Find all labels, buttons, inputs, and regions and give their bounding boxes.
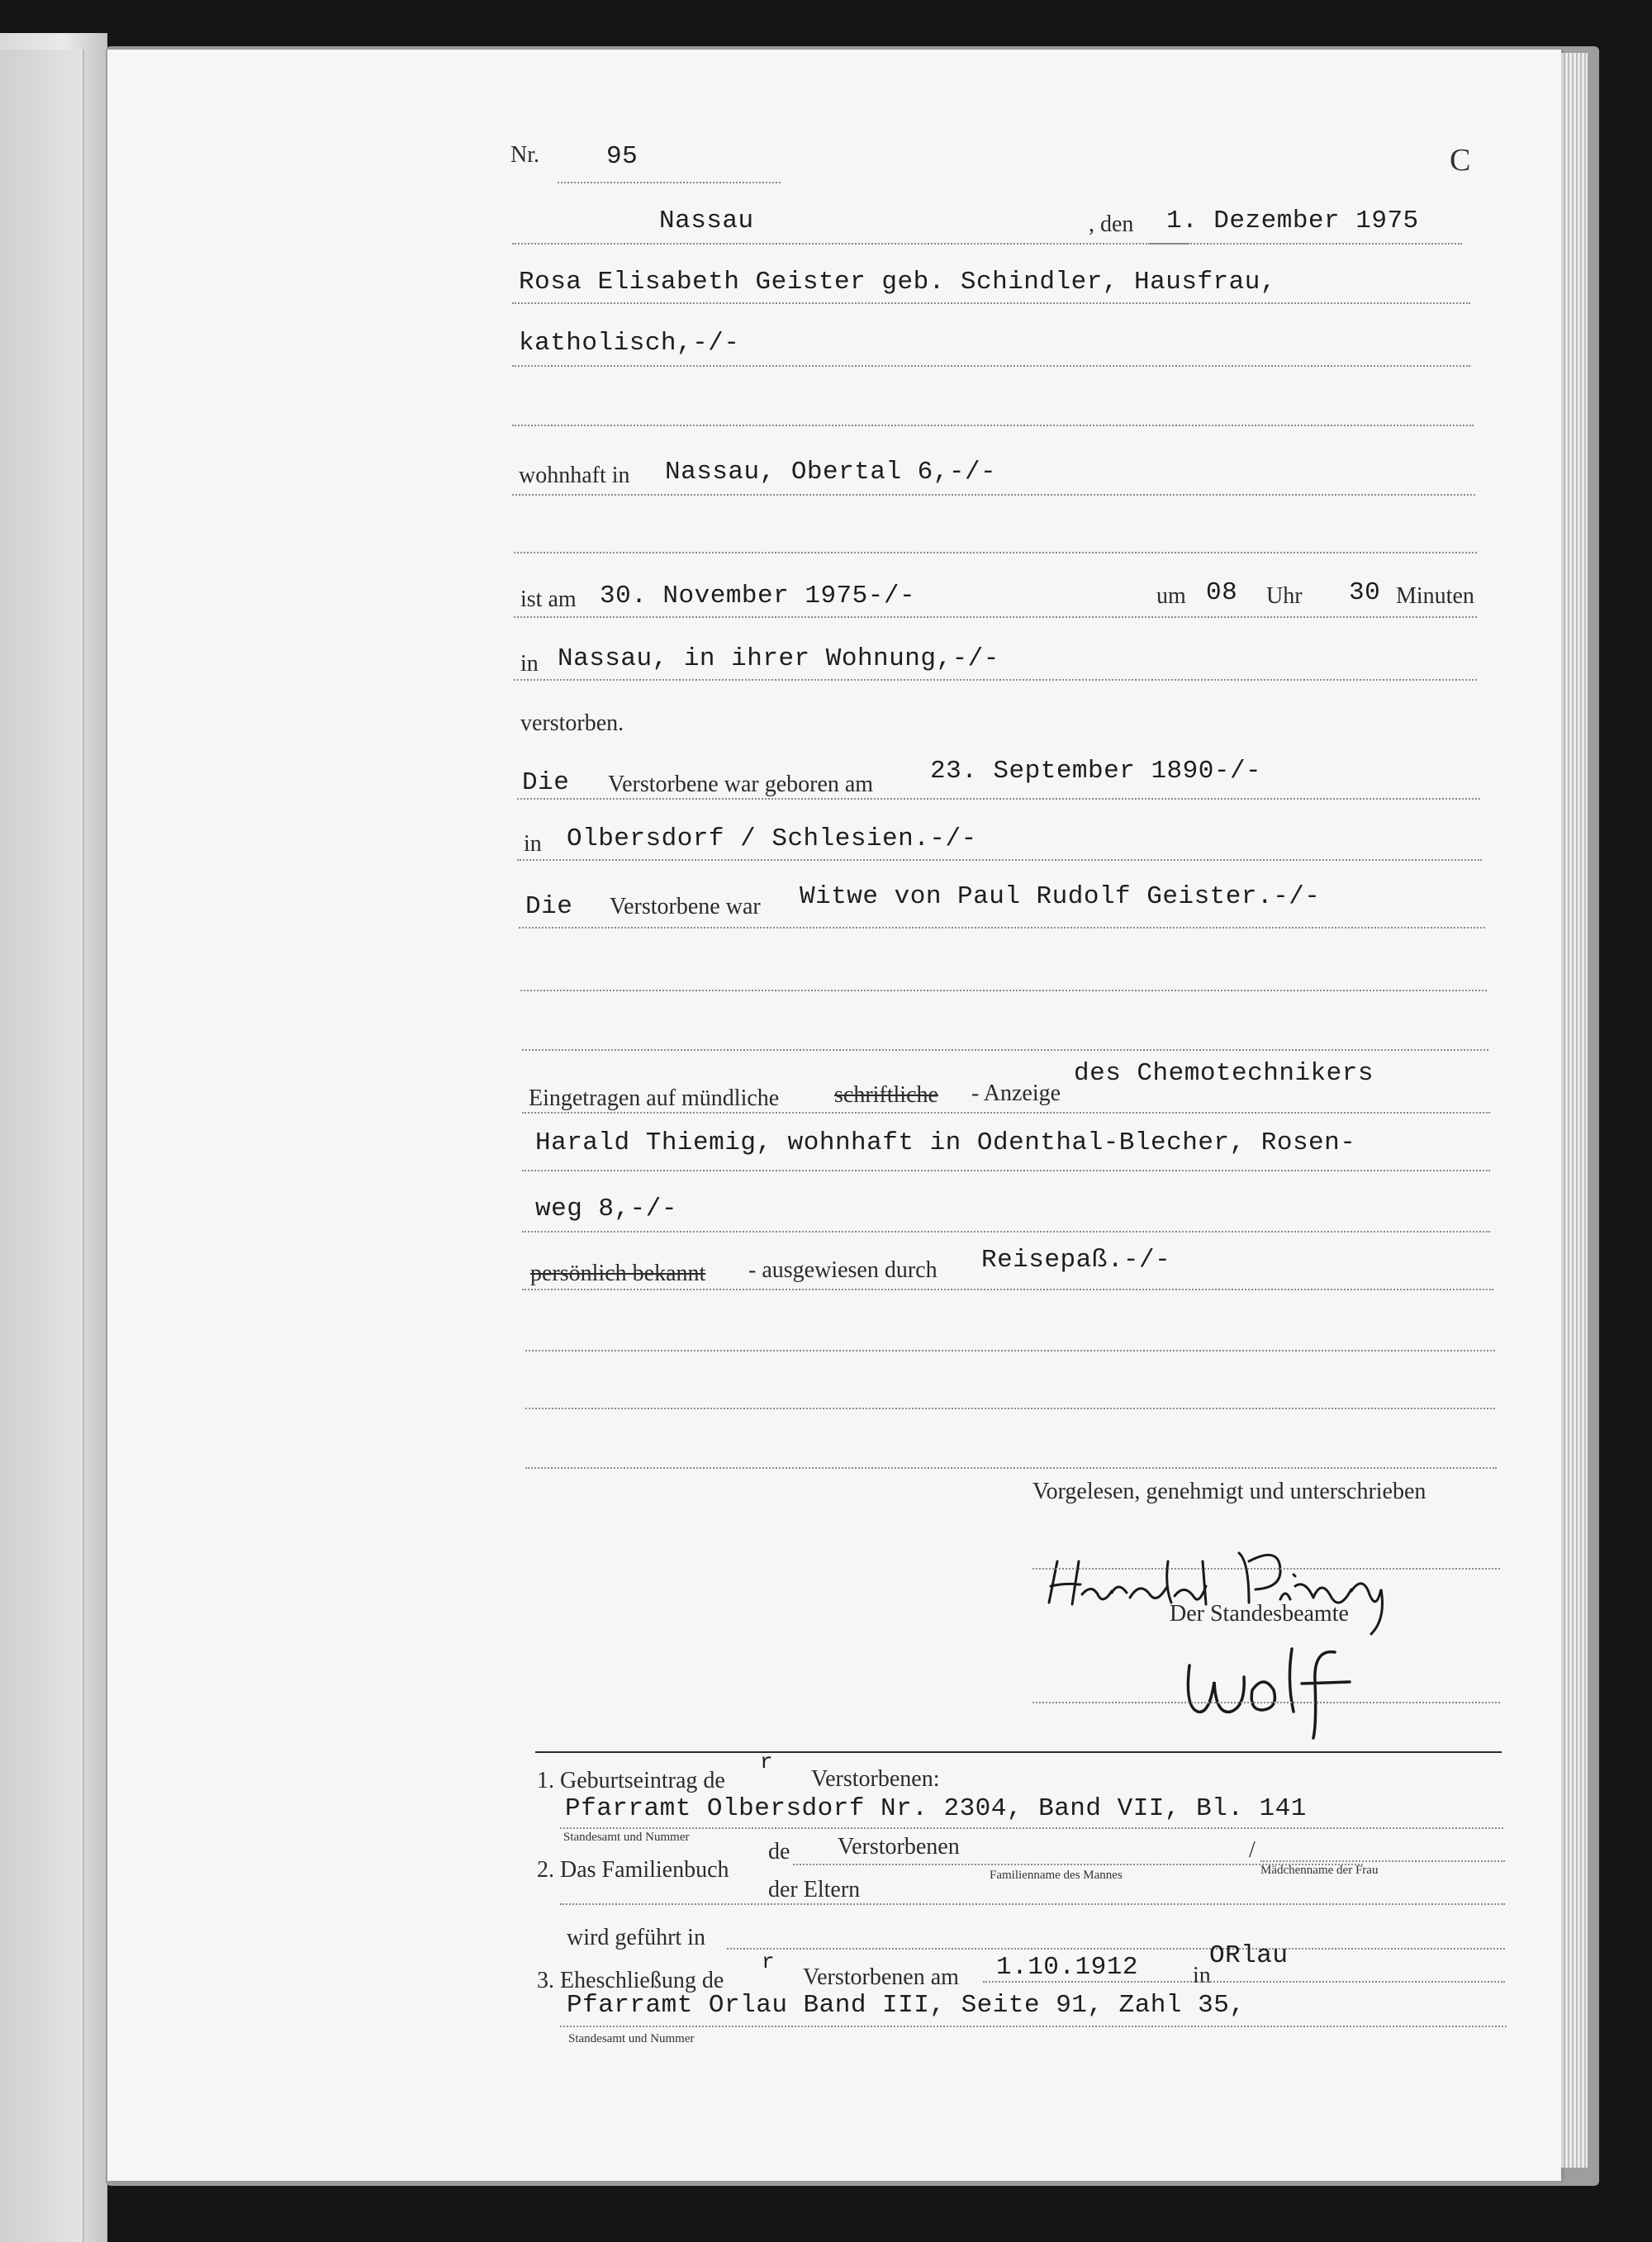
id-rule — [522, 1289, 1493, 1290]
footnote-3-label: 3. Eheschließung de — [537, 1968, 724, 1993]
informant-line-2: Harald Thiemig, wohnhaft in Odenthal-Blecher, Rosen- — [535, 1128, 1356, 1157]
ist-am-label: ist am — [520, 587, 577, 612]
death-date-rule — [514, 616, 1477, 618]
register-letter: C — [1450, 143, 1471, 178]
footnote-3-superscript: r — [762, 1950, 776, 1974]
in-label: in — [520, 651, 539, 677]
wohnhaft-label: wohnhaft in — [519, 463, 630, 488]
footnote-1-suffix: Verstorbenen: — [811, 1766, 940, 1792]
birth-label: Verstorbene war geboren am — [608, 772, 874, 797]
den-label: , den — [1089, 211, 1134, 237]
registrar-signature — [1173, 1632, 1470, 1740]
die-label-birth: Die — [522, 768, 570, 797]
informant-line-3: weg 8,-/- — [535, 1195, 677, 1223]
informant-signature-rule — [1032, 1568, 1500, 1570]
uhr-label: Uhr — [1266, 583, 1303, 609]
footnote-divider — [535, 1751, 1502, 1753]
um-label: um — [1156, 583, 1186, 609]
informant-line-1: des Chemotechnikers — [1074, 1059, 1374, 1088]
standesamt-nummer-3: Standesamt und Nummer — [568, 2032, 695, 2045]
familienname-label: Familienname des Mannes — [990, 1869, 1123, 1882]
footnote-1-label: 1. Geburtseintrag de — [537, 1768, 725, 1793]
footnote-1-rule — [560, 1827, 1503, 1829]
birth-place-rule — [517, 859, 1482, 861]
deceased-address: Nassau, Obertal 6,-/- — [665, 458, 997, 487]
footnote-2-der-eltern: der Eltern — [768, 1877, 861, 1902]
blank-rule-6 — [525, 1408, 1495, 1409]
maedchenname-label: Mädchenname der Frau — [1260, 1864, 1379, 1877]
register-page — [107, 50, 1561, 2181]
footnote-3-rule-b — [560, 2026, 1507, 2027]
anzeige-label: - Anzeige — [971, 1081, 1061, 1106]
blank-rule-1 — [512, 425, 1474, 426]
footnote-3-in: in — [1193, 1963, 1211, 1988]
nr-label: Nr. — [510, 142, 539, 168]
persoenlich-struck: persönlich bekannt — [530, 1261, 706, 1286]
footnote-1-superscript: r — [760, 1750, 774, 1774]
place-of-registration: Nassau — [659, 207, 754, 235]
blank-rule-7 — [525, 1467, 1497, 1469]
date-rule — [1148, 243, 1462, 245]
footnote-2-slash: / — [1249, 1837, 1256, 1863]
standesbeamte-label: Der Standesbeamte — [1170, 1601, 1349, 1627]
deceased-name: Rosa Elisabeth Geister geb. Schindler, Hausfrau, — [519, 268, 1276, 297]
footnote-2-verstorbenen: Verstorbenen — [838, 1834, 960, 1860]
birth-place: Olbersdorf / Schlesien.-/- — [567, 824, 977, 853]
footnote-3-rule-a — [983, 1981, 1505, 1983]
death-date: 30. November 1975-/- — [600, 582, 916, 610]
schriftliche-struck: schriftliche — [834, 1082, 938, 1108]
informant-rule-1 — [522, 1112, 1490, 1114]
ausgewiesen-label: - ausgewiesen durch — [748, 1257, 938, 1283]
blank-rule-2 — [514, 552, 1477, 553]
marriage-register-entry: Pfarramt Orlau Band III, Seite 91, Zahl 35, — [567, 1991, 1246, 2020]
eingetragen-label: Eingetragen auf mündliche — [529, 1085, 780, 1111]
registration-date: 1. Dezember 1975 — [1166, 207, 1419, 235]
birth-date-rule — [517, 798, 1480, 800]
blank-rule-3 — [520, 990, 1487, 991]
left-page-inner — [0, 50, 84, 2242]
marital-label: Verstorbene war — [610, 894, 761, 919]
nr-rule — [558, 182, 781, 183]
birth-date: 23. September 1890-/- — [930, 757, 1262, 786]
death-place-rule — [514, 679, 1477, 681]
nr-value: 95 — [606, 142, 638, 171]
address-rule — [512, 494, 1475, 496]
informant-rule-3 — [522, 1231, 1490, 1233]
wird-gefuehrt-label: wird geführt in — [567, 1925, 705, 1950]
informant-rule-2 — [522, 1170, 1490, 1171]
death-hour: 08 — [1206, 578, 1238, 607]
footnote-2-rule-c — [560, 1903, 1505, 1905]
place-rule — [512, 243, 1189, 245]
die-label-marital: Die — [525, 892, 573, 921]
blank-rule-4 — [522, 1049, 1488, 1051]
footnote-2-de: de — [768, 1839, 790, 1864]
religion-rule — [512, 365, 1470, 367]
wird-gefuehrt-rule — [727, 1948, 1505, 1950]
footnote-2-rule-b — [1260, 1860, 1505, 1862]
vorgelesen-label: Vorgelesen, genehmigt und unterschrieben — [1032, 1479, 1427, 1504]
marital-status: Witwe von Paul Rudolf Geister.-/- — [800, 882, 1321, 911]
marital-rule — [519, 927, 1485, 929]
footnote-2-label: 2. Das Familienbuch — [537, 1857, 729, 1883]
birth-in-label: in — [524, 831, 542, 857]
name-rule — [512, 302, 1470, 304]
verstorben-label: verstorben. — [520, 710, 624, 736]
footnote-3-suffix: Verstorbenen am — [803, 1964, 959, 1990]
death-place: Nassau, in ihrer Wohnung,-/- — [558, 644, 999, 673]
birth-register-entry: Pfarramt Olbersdorf Nr. 2304, Band VII, Bl. 141 — [565, 1794, 1307, 1823]
id-document: Reisepaß.-/- — [981, 1246, 1171, 1275]
deceased-religion: katholisch,-/- — [519, 329, 740, 358]
marriage-date: 1.10.1912 — [996, 1953, 1138, 1982]
marriage-place: ORlau — [1209, 1941, 1289, 1970]
blank-rule-5 — [525, 1350, 1495, 1351]
registrar-signature-rule — [1032, 1702, 1500, 1703]
death-minutes: 30 — [1349, 578, 1381, 607]
minuten-label: Minuten — [1396, 583, 1474, 609]
standesamt-nummer-1: Standesamt und Nummer — [563, 1831, 690, 1844]
